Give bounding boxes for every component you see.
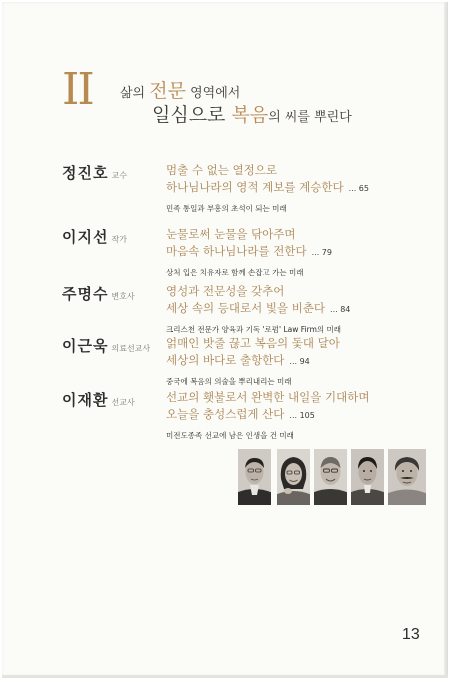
entry-body bbox=[166, 226, 436, 278]
chapter-numeral: II bbox=[62, 64, 93, 115]
author-role: 변호사 bbox=[111, 292, 135, 301]
entry-subtitle: 크리스천 전문가 양육과 기독 '로펌' Law Firm의 미래 bbox=[166, 325, 341, 334]
entry-headline-line: 눈물로써 눈물을 닦아주며 bbox=[166, 227, 296, 241]
author-photo-strip bbox=[238, 449, 428, 505]
portrait-image bbox=[388, 449, 426, 505]
author-role: 작가 bbox=[111, 235, 127, 244]
entry-headline-text: 세상의 바다로 출항한다 bbox=[166, 353, 285, 367]
author-portrait bbox=[388, 449, 426, 505]
entry-page-ref: ... 105 bbox=[289, 411, 315, 420]
title-segment: 의 씨를 뿌린다 bbox=[268, 110, 352, 125]
title-segment-accent: 복음 bbox=[231, 104, 269, 126]
author-portrait bbox=[314, 449, 347, 505]
entry-headline-line: 영성과 전문성을 갖추어 bbox=[166, 284, 285, 298]
author-name: 이지선 bbox=[62, 228, 109, 246]
page-bottom-edge bbox=[2, 675, 448, 678]
entry-author bbox=[62, 226, 127, 247]
entry-page-ref: ... 79 bbox=[311, 248, 332, 257]
title-segment: 일심으로 bbox=[152, 104, 232, 126]
entry-subtitle: 미전도종족 선교에 남은 인생을 건 미래 bbox=[166, 431, 294, 440]
title-segment: 삶의 bbox=[120, 86, 150, 101]
author-name: 정진호 bbox=[62, 164, 109, 182]
entry-subtitle: 중국에 복음의 의술을 뿌리내리는 미래 bbox=[166, 377, 292, 386]
page-edge-shadow bbox=[444, 2, 448, 678]
author-role: 선교사 bbox=[111, 398, 135, 407]
entry-headline-line bbox=[166, 352, 436, 370]
title-segment-accent: 전문 bbox=[149, 80, 186, 102]
entry-headline-line: 얽매인 밧줄 끊고 복음의 돛대 달아 bbox=[166, 336, 340, 350]
book-page bbox=[2, 2, 448, 678]
entry-page-ref: ... 94 bbox=[289, 357, 310, 366]
chapter-title bbox=[120, 82, 420, 125]
portrait-image bbox=[277, 449, 310, 505]
author-role: 교수 bbox=[111, 171, 127, 180]
entry-headline-text: 오늘을 충성스럽게 산다 bbox=[166, 407, 285, 421]
author-portrait bbox=[277, 449, 310, 505]
author-name: 이근욱 bbox=[62, 337, 109, 355]
author-portrait bbox=[238, 449, 271, 505]
entry-headline-text: 마음속 하나님나라를 전한다 bbox=[166, 244, 307, 258]
entry-body bbox=[166, 283, 436, 335]
author-name: 주명수 bbox=[62, 285, 109, 303]
portrait-image bbox=[314, 449, 347, 505]
portrait-image bbox=[238, 449, 271, 505]
entry-subtitle: 민족 통일과 부흥의 초석이 되는 미래 bbox=[166, 204, 287, 213]
entry-page-ref: ... 84 bbox=[330, 305, 351, 314]
entry-headline-line: 멈출 수 없는 열정으로 bbox=[166, 163, 277, 177]
entry-author bbox=[62, 335, 150, 356]
entry-headline-line bbox=[166, 243, 436, 261]
entry-headline-line bbox=[166, 406, 436, 424]
chapter-title-line-1 bbox=[120, 82, 420, 101]
author-portrait bbox=[351, 449, 384, 505]
entry-page-ref: ... 65 bbox=[348, 184, 369, 193]
title-segment: 영역에서 bbox=[185, 86, 241, 101]
chapter-title-line-2 bbox=[152, 106, 420, 125]
page-number: 13 bbox=[402, 626, 420, 643]
entry-body bbox=[166, 389, 436, 441]
entry-author bbox=[62, 283, 135, 304]
entry-headline-line bbox=[166, 300, 436, 318]
author-role: 의료선교사 bbox=[111, 344, 151, 353]
entry-body bbox=[166, 335, 436, 387]
entry-subtitle: 상처 입은 치유자로 함께 손잡고 가는 미래 bbox=[166, 268, 304, 277]
entry-author bbox=[62, 389, 135, 410]
entry-author bbox=[62, 162, 127, 183]
entry-headline-line bbox=[166, 179, 436, 197]
entry-body bbox=[166, 162, 436, 214]
entry-headline-text: 세상 속의 등대로서 빛을 비춘다 bbox=[166, 301, 326, 315]
entry-headline-text: 하나님나라의 영적 계보를 계승한다 bbox=[166, 180, 344, 194]
author-name: 이재환 bbox=[62, 391, 109, 409]
portrait-image bbox=[351, 449, 384, 505]
entry-headline-line: 선교의 횃불로서 완벽한 내일을 기대하며 bbox=[166, 390, 370, 404]
